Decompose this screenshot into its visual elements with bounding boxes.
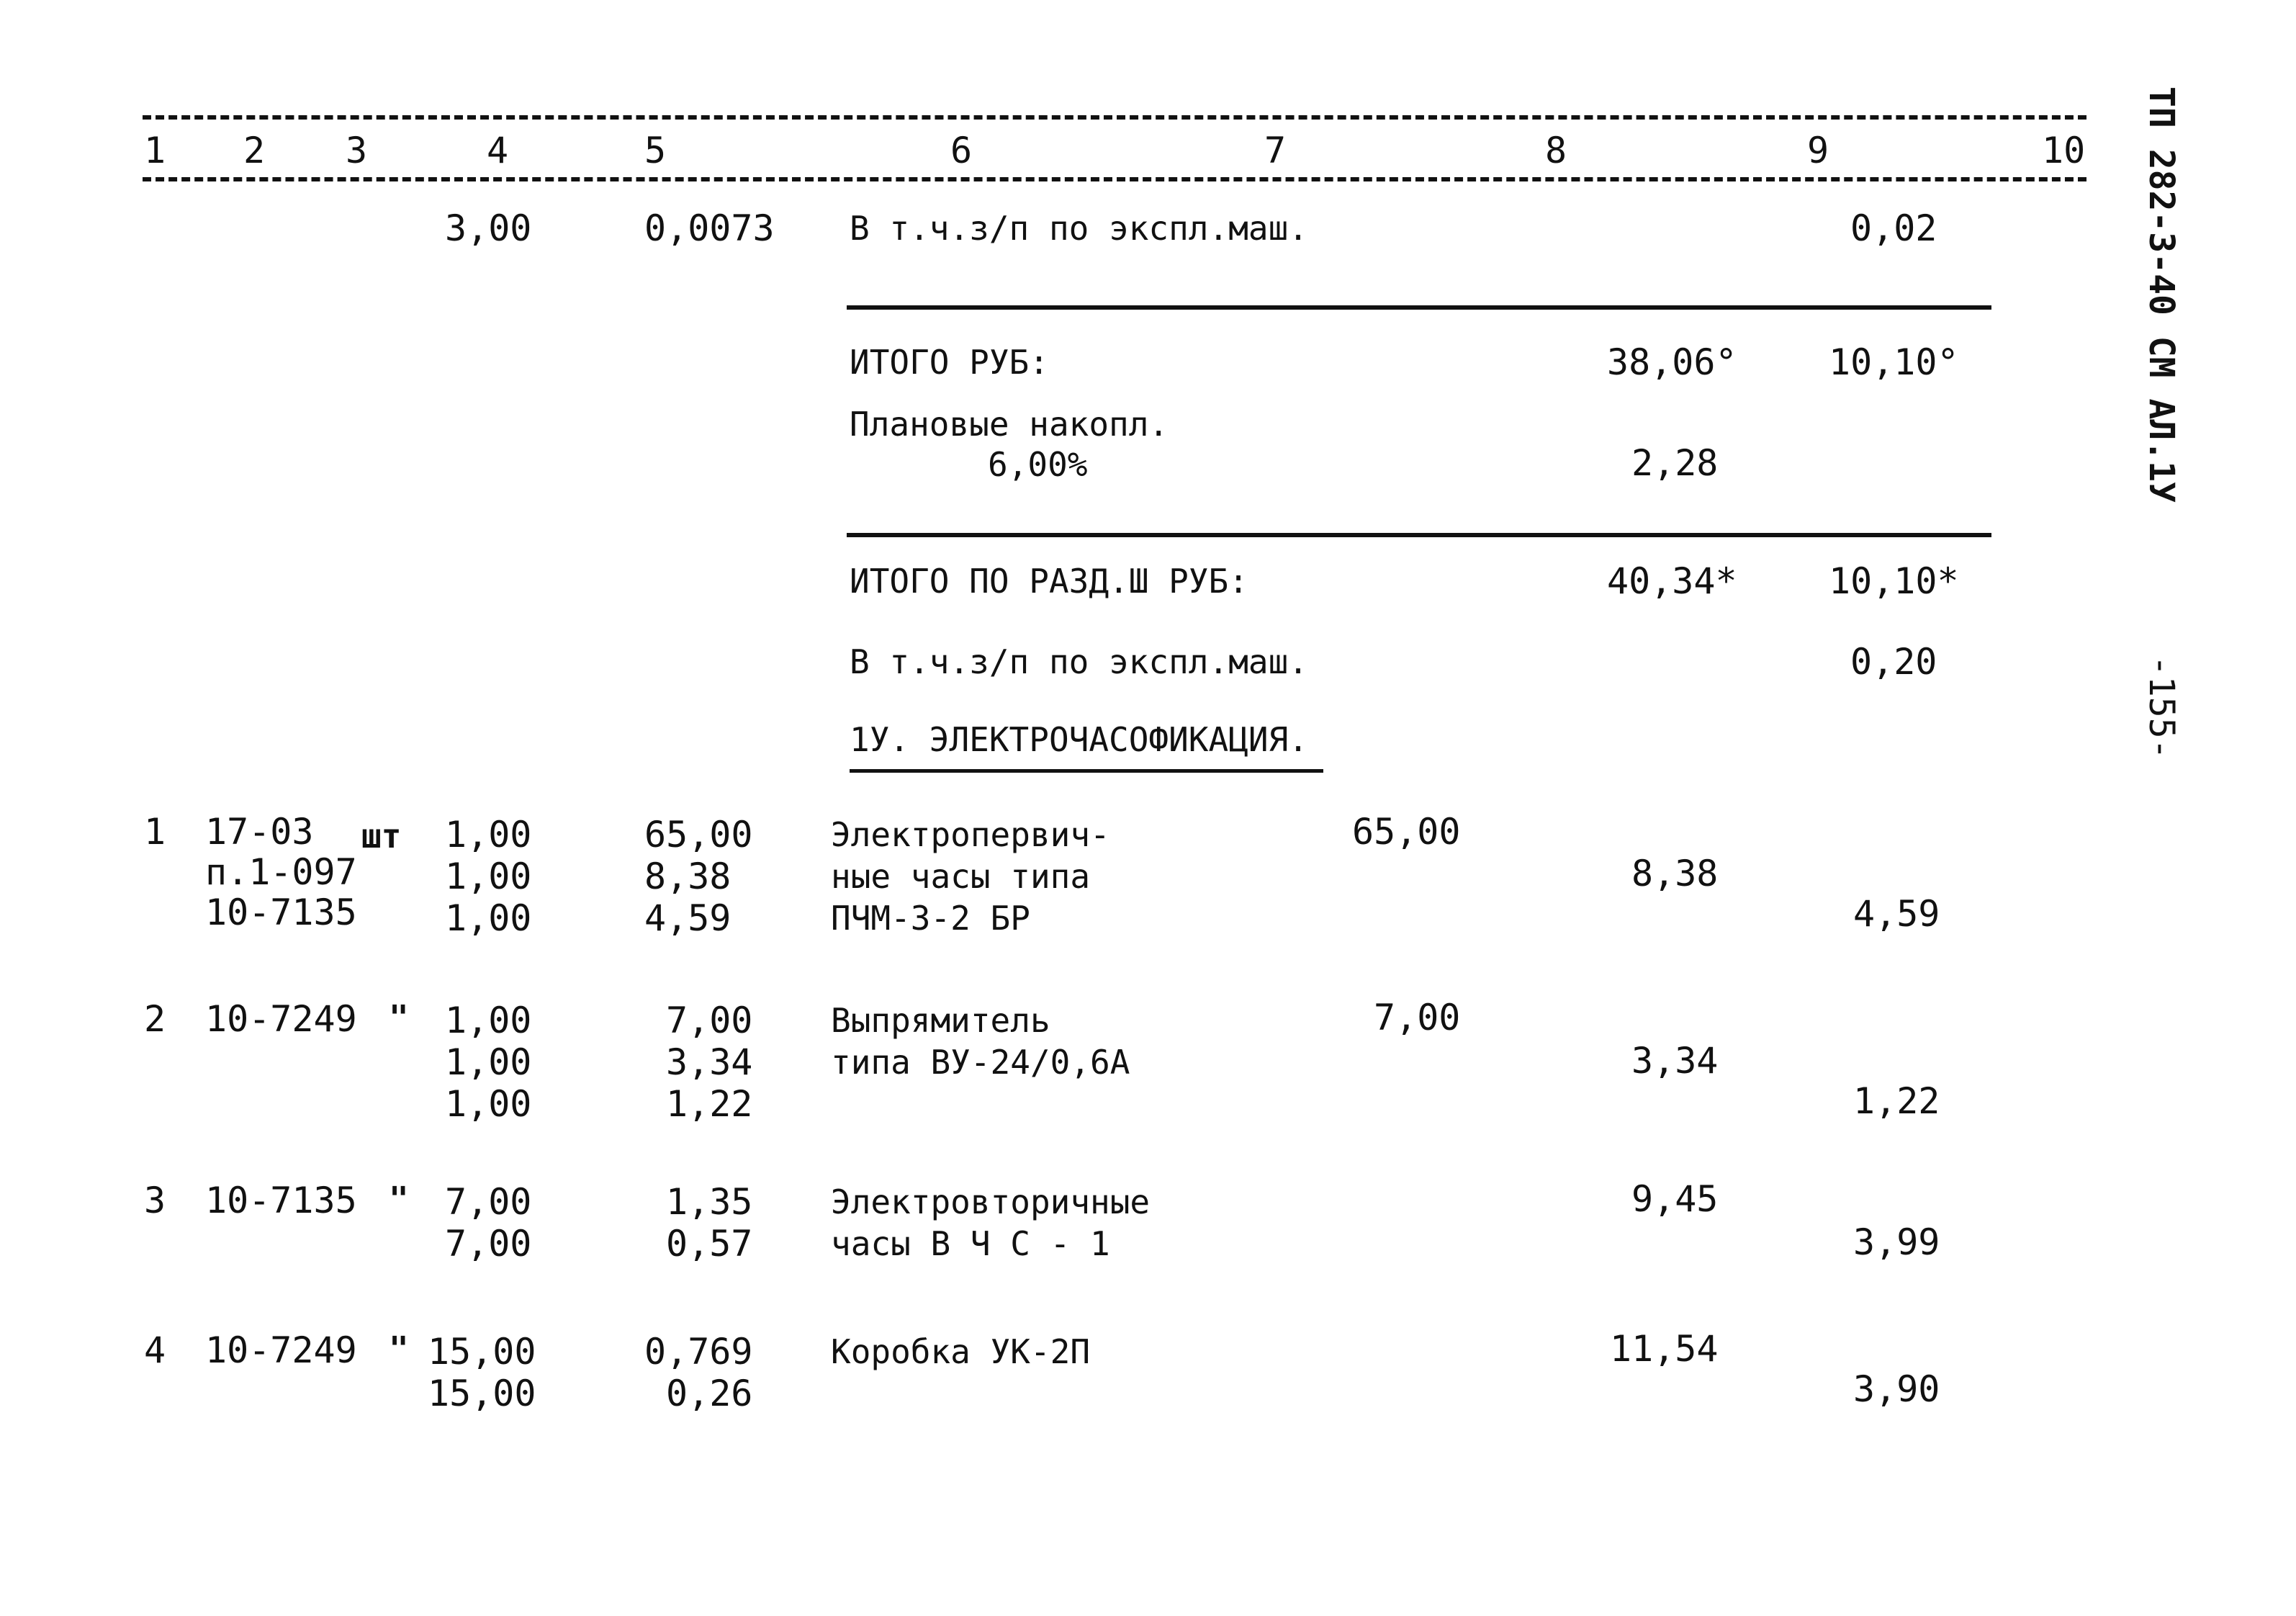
code: 10-7135: [205, 1180, 357, 1221]
description: часы В Ч С - 1: [831, 1224, 1110, 1263]
row-number: 4: [144, 1329, 166, 1371]
col7-value: 7,00: [1374, 997, 1461, 1038]
col-header-9: 9: [1807, 130, 1829, 171]
col8-value: 3,34: [1631, 1040, 1719, 1082]
qty: 1,00: [445, 1000, 532, 1041]
description: ные часы типа: [831, 857, 1091, 896]
col9-value: 3,90: [1853, 1368, 1940, 1410]
section-total-col8: 40,34*: [1607, 560, 1737, 602]
summary-rule-2: [847, 533, 1991, 537]
col-header-2: 2: [243, 130, 266, 171]
planned-col8: 2,28: [1631, 442, 1719, 484]
qty: 1,00: [445, 1083, 532, 1125]
price: 1,35: [666, 1181, 753, 1223]
price: 0,769: [644, 1331, 753, 1373]
total-col9: 10,10°: [1829, 341, 1959, 383]
description: типа ВУ-24/0,6А: [831, 1043, 1130, 1082]
section-total-label: ИТОГО ПО РАЗД.Ш РУБ:: [850, 562, 1248, 601]
qty: 15,00: [428, 1373, 536, 1414]
col8-value: 8,38: [1631, 853, 1719, 894]
code: п.1-097: [205, 851, 357, 893]
row-number: 3: [144, 1180, 166, 1221]
description: В т.ч.з/п по экспл.маш.: [850, 642, 1308, 681]
planned-label: Плановые накопл.: [850, 405, 1169, 444]
code: 17-03: [205, 811, 314, 853]
col-header-4: 4: [487, 130, 509, 171]
col9-value: 0,02: [1850, 207, 1937, 249]
col-header-10: 10: [2042, 130, 2086, 171]
description: Электропервич-: [831, 815, 1110, 854]
description: ПЧМ-3-2 БР: [831, 899, 1030, 938]
unit: шт: [361, 817, 402, 856]
total-col8: 38,06°: [1607, 341, 1737, 383]
price: 4,59: [644, 897, 731, 939]
unit: ": [389, 1180, 409, 1218]
code: 10-7249: [205, 998, 357, 1040]
section-total-col9: 10,10*: [1829, 560, 1959, 602]
qty: 15,00: [428, 1331, 536, 1373]
col-header-7: 7: [1264, 130, 1287, 171]
code: 10-7249: [205, 1329, 357, 1371]
unit: ": [389, 1329, 409, 1368]
qty: 1,00: [445, 814, 532, 856]
page-number: -155-: [2141, 655, 2182, 760]
row-number: 1: [144, 811, 166, 853]
unit: ": [389, 998, 409, 1037]
qty: 1,00: [445, 1041, 532, 1083]
price: 7,00: [666, 1000, 753, 1041]
col7-value: 65,00: [1352, 811, 1461, 853]
col8-value: 9,45: [1631, 1178, 1719, 1220]
price: 0,26: [666, 1373, 753, 1414]
col-header-8: 8: [1545, 130, 1567, 171]
description: Выпрямитель: [831, 1001, 1050, 1040]
price: 0,0073: [644, 207, 775, 249]
col9-value: 4,59: [1853, 893, 1940, 935]
price: 65,00: [644, 814, 753, 856]
document-code: ТП 282-3-40 СМ АЛ.1У: [2141, 86, 2182, 503]
price: 1,22: [666, 1083, 753, 1125]
header-top-rule: [143, 115, 2086, 120]
row-number: 2: [144, 998, 166, 1040]
col-header-6: 6: [950, 130, 973, 171]
col-header-3: 3: [346, 130, 368, 171]
qty: 7,00: [445, 1223, 532, 1265]
col8-value: 11,54: [1610, 1328, 1719, 1370]
qty: 1,00: [445, 856, 532, 897]
description: В т.ч.з/п по экспл.маш.: [850, 209, 1308, 248]
col-header-1: 1: [144, 130, 166, 171]
section-heading: 1У. ЭЛЕКТРОЧАСОФИКАЦИЯ.: [850, 720, 1308, 759]
qty: 1,00: [445, 897, 532, 939]
qty: 3,00: [445, 207, 532, 249]
description: Электровторичные: [831, 1182, 1151, 1221]
code: 10-7135: [205, 892, 357, 933]
col9-value: 0,20: [1850, 641, 1937, 683]
col9-value: 3,99: [1853, 1221, 1940, 1263]
section-heading-underline: [850, 769, 1323, 773]
qty: 7,00: [445, 1181, 532, 1223]
description: Коробка УК-2П: [831, 1332, 1091, 1371]
col-header-5: 5: [644, 130, 667, 171]
price: 3,34: [666, 1041, 753, 1083]
summary-rule-1: [847, 305, 1991, 310]
planned-percent: 6,00%: [988, 445, 1088, 484]
header-bottom-rule: [143, 177, 2086, 181]
price: 0,57: [666, 1223, 753, 1265]
col9-value: 1,22: [1853, 1080, 1940, 1122]
total-label: ИТОГО РУБ:: [850, 343, 1049, 382]
price: 8,38: [644, 856, 731, 897]
